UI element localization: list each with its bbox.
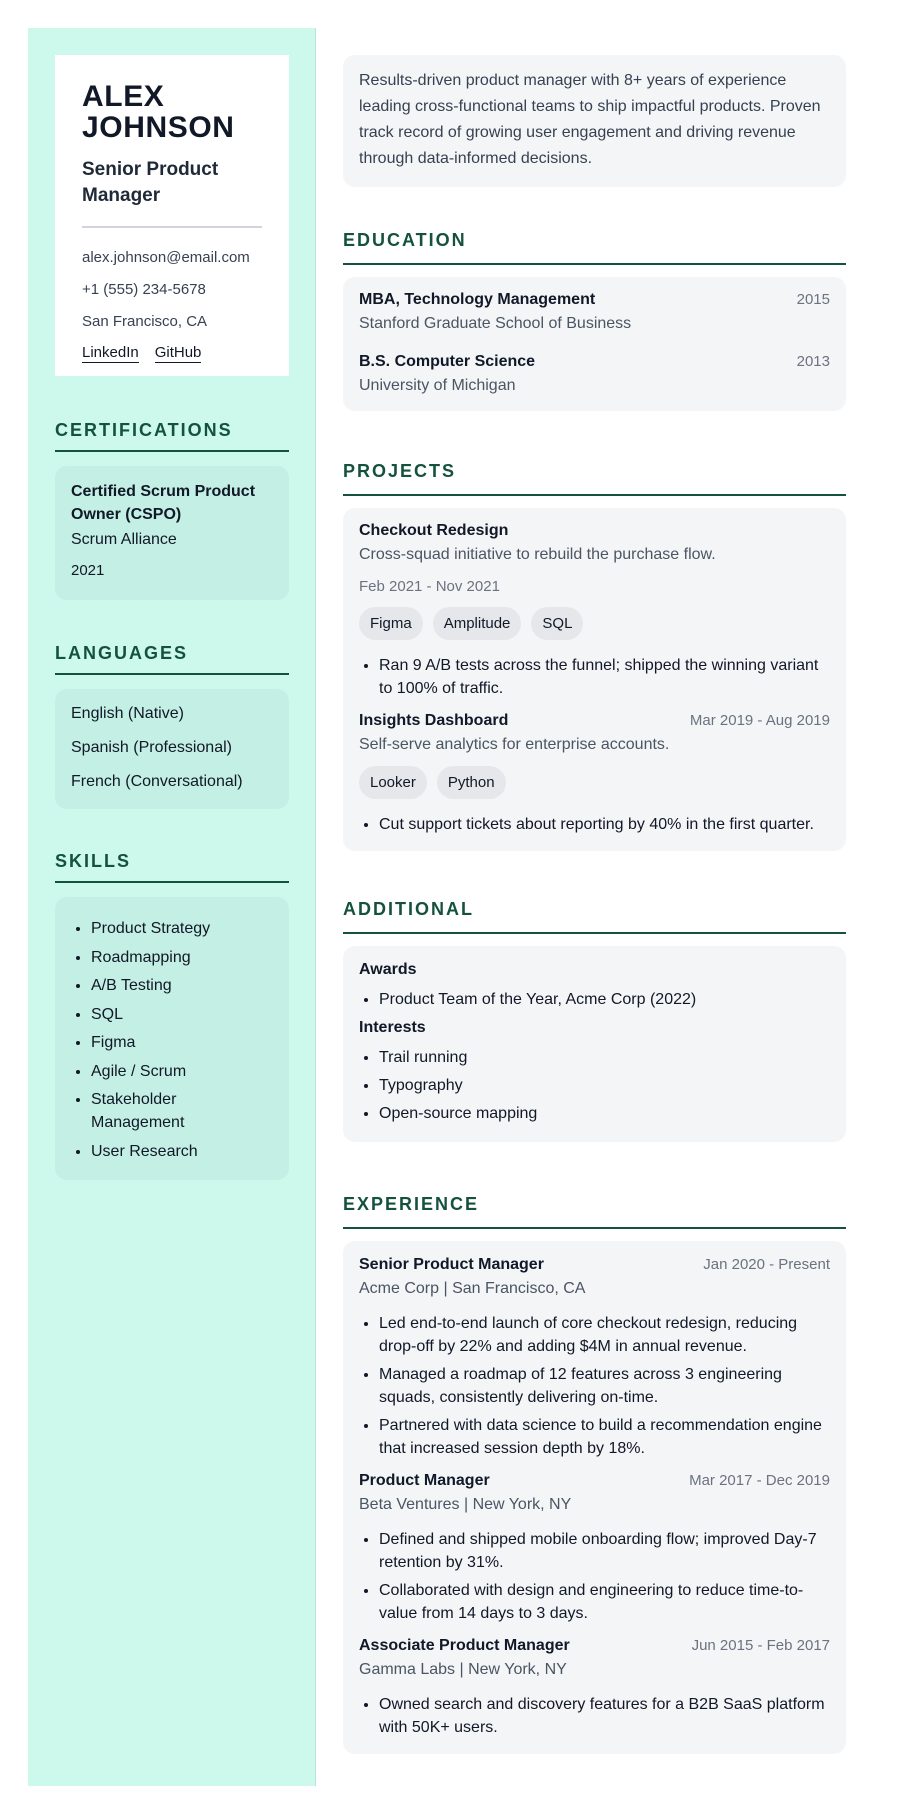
project-item [359, 712, 830, 836]
skill-item: • User Research [91, 1140, 273, 1163]
education-heading: EDUCATION [343, 230, 846, 265]
tag-chip: SQL [531, 607, 583, 640]
interest-item: • Open-source mapping [379, 1102, 830, 1125]
job-dates: Jun 2015 - Feb 2017 [691, 1637, 830, 1654]
project-description: Cross-squad initiative to rebuild the purchase flow. [359, 546, 716, 563]
job-item [359, 1472, 830, 1625]
job-bullets [359, 1528, 830, 1625]
profile-divider [82, 226, 262, 228]
skill-item: • A/B Testing [91, 974, 273, 997]
project-dates: Mar 2019 - Aug 2019 [689, 712, 830, 729]
profile-links [82, 344, 262, 363]
skill-item: • Agile / Scrum [91, 1060, 273, 1083]
education-item [359, 353, 830, 395]
languages-section [55, 643, 289, 809]
interests-list [359, 1046, 830, 1125]
experience-heading: EXPERIENCE [343, 1194, 846, 1229]
last-name: JOHNSON [82, 111, 235, 144]
project-bullets [359, 813, 830, 836]
job-dates: Mar 2017 - Dec 2019 [689, 1472, 830, 1489]
contact-info [82, 242, 262, 338]
language-item: Spanish (Professional) [71, 739, 232, 756]
language-item: English (Native) [71, 705, 184, 722]
skills-section [55, 851, 289, 1180]
interest-item: • Typography [379, 1074, 830, 1097]
education-item [359, 291, 830, 333]
job-role: Product Manager [359, 1472, 490, 1489]
job-bullets [359, 1693, 830, 1739]
job-bullets [359, 1312, 830, 1460]
experience-card [343, 1241, 846, 1754]
job-role: Senior Product Manager [359, 1256, 544, 1273]
bullet-item: • Partnered with data science to build a recommendation engine that increased session depth by 18%. [379, 1414, 830, 1460]
skill-item: • Roadmapping [91, 946, 273, 969]
additional-heading: ADDITIONAL [343, 899, 846, 934]
job-company: Gamma Labs | New York, NY [359, 1661, 567, 1678]
experience-section [343, 1194, 846, 1754]
tag-chip: Python [437, 766, 506, 799]
bullet-item: • Owned search and discovery features for a B2B SaaS platform with 50K+ users. [379, 1693, 830, 1739]
job-role: Associate Product Manager [359, 1637, 570, 1654]
job-item [359, 1256, 830, 1460]
project-description: Self-serve analytics for enterprise accounts. [359, 736, 670, 753]
school-name: University of Michigan [359, 377, 516, 394]
project-tags [359, 766, 830, 799]
skill-item: • Stakeholder Management [91, 1088, 273, 1134]
certification-name: Certified Scrum Product Owner (CSPO) [71, 483, 256, 523]
job-company: Acme Corp | San Francisco, CA [359, 1280, 586, 1297]
sidebar [28, 28, 316, 1786]
tag-chip: Looker [359, 766, 427, 799]
projects-card [343, 508, 846, 851]
skills-card [55, 897, 289, 1180]
award-item: • Product Team of the Year, Acme Corp (2022) [379, 988, 830, 1011]
degree-year: 2015 [796, 291, 830, 308]
project-tags [359, 607, 830, 640]
certification-card [55, 466, 289, 600]
job-dates: Jan 2020 - Present [703, 1256, 830, 1273]
job-item [359, 1637, 830, 1739]
education-card [343, 277, 846, 411]
summary-card [343, 55, 846, 187]
languages-heading: LANGUAGES [55, 643, 289, 675]
skill-item: • SQL [91, 1003, 273, 1026]
tag-chip: Figma [359, 607, 423, 640]
email-text: alex.johnson@email.com [82, 249, 250, 266]
bullet-item: • Managed a roadmap of 12 features across 3 engineering squads, consistently delivering on-time. [379, 1363, 830, 1409]
certification-year: 2021 [71, 562, 105, 579]
degree-title: MBA, Technology Management [359, 291, 596, 308]
certifications-heading: CERTIFICATIONS [55, 420, 289, 452]
skills-list [71, 917, 273, 1163]
project-name: Insights Dashboard [359, 712, 509, 729]
bullet-item: • Ran 9 A/B tests across the funnel; shipped the winning variant to 100% of traffic. [379, 654, 830, 700]
degree-title: B.S. Computer Science [359, 353, 536, 370]
job-title: Senior Product Manager [82, 159, 219, 206]
summary-section [343, 55, 846, 187]
tag-chip: Amplitude [433, 607, 522, 640]
phone-text: +1 (555) 234-5678 [82, 281, 206, 298]
languages-card [55, 689, 289, 809]
github-link[interactable]: GitHub [154, 344, 202, 361]
linkedin-link[interactable]: LinkedIn [82, 344, 139, 361]
bullet-item: • Cut support tickets about reporting by 40% in the first quarter. [379, 813, 830, 836]
language-item: French (Conversational) [71, 773, 243, 790]
projects-heading: PROJECTS [343, 461, 846, 496]
full-name [82, 81, 262, 143]
project-item [359, 522, 830, 700]
skill-item: • Product Strategy [91, 917, 273, 940]
degree-year: 2013 [796, 353, 830, 370]
bullet-item: • Led end-to-end launch of core checkout redesign, reducing drop-off by 22% and adding $4M in annual revenue. [379, 1312, 830, 1358]
additional-card [343, 946, 846, 1142]
awards-heading: Awards [359, 961, 417, 978]
first-name: ALEX [82, 80, 165, 113]
skills-heading: SKILLS [55, 851, 289, 883]
additional-section [343, 899, 846, 1142]
interest-item: • Trail running [379, 1046, 830, 1069]
bullet-item: • Collaborated with design and engineering to reduce time-to-value from 14 days to 3 days. [379, 1579, 830, 1625]
project-dates: Feb 2021 - Nov 2021 [359, 578, 500, 595]
school-name: Stanford Graduate School of Business [359, 315, 632, 332]
project-name: Checkout Redesign [359, 522, 509, 539]
certifications-section [55, 420, 289, 600]
location-text: San Francisco, CA [82, 313, 208, 330]
skill-item: • Figma [91, 1031, 273, 1054]
project-bullets [359, 654, 830, 700]
bullet-item: • Defined and shipped mobile onboarding flow; improved Day-7 retention by 31%. [379, 1528, 830, 1574]
education-section [343, 230, 846, 411]
summary-text: Results-driven product manager with 8+ years of experience leading cross-functional teams to ship impactful products. Proven track record of growing user engagement and driving revenue through data-informed decisions. [359, 72, 821, 167]
certification-org: Scrum Alliance [71, 531, 177, 548]
profile-card [55, 55, 289, 376]
interests-heading: Interests [359, 1019, 426, 1036]
awards-list [359, 988, 830, 1011]
projects-section [343, 461, 846, 851]
job-company: Beta Ventures | New York, NY [359, 1496, 572, 1513]
